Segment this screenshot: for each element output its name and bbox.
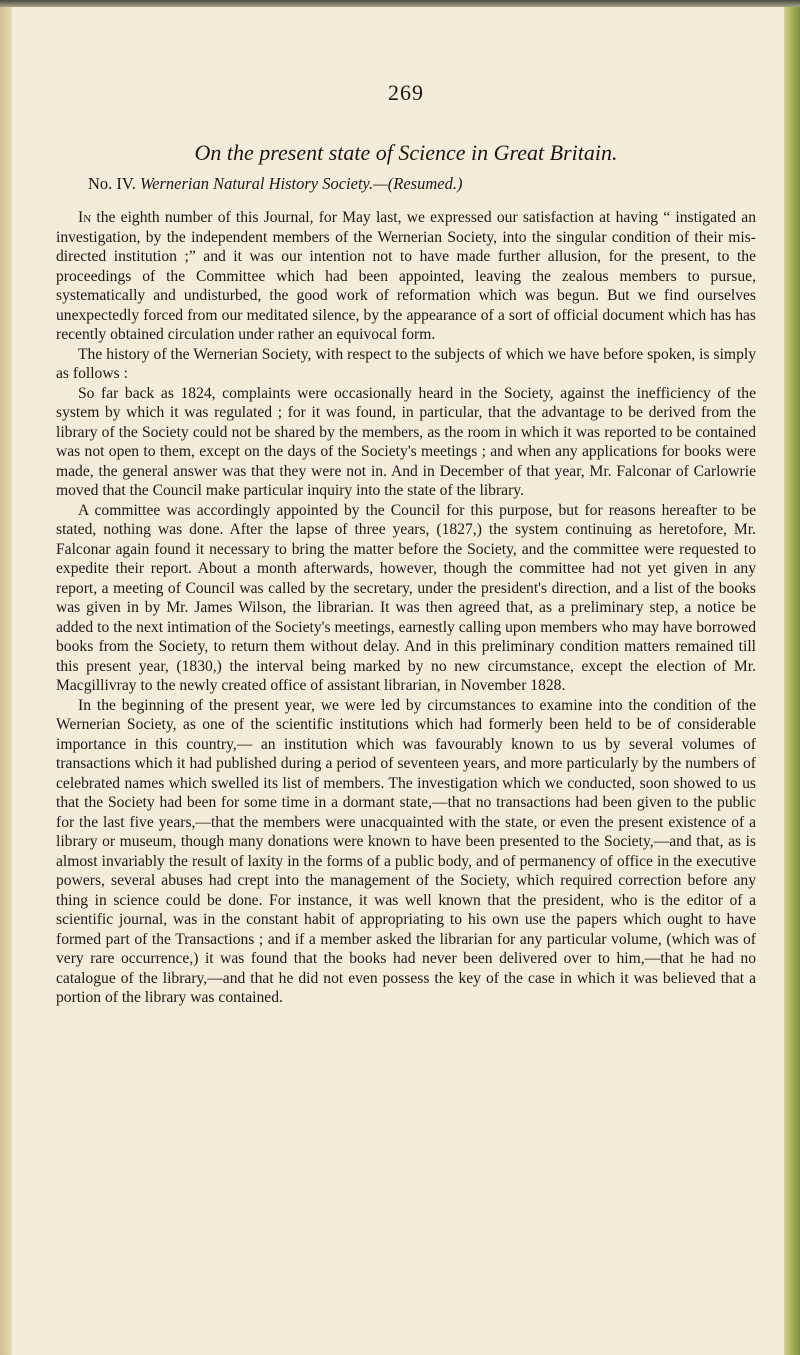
paragraph-text: In the beginning of the present year, we were led by circumstances to examine into the condition of the Wernerian Society, as one of the scientific institutions which had formerly been held to be of considerable importance in this country,— an institution which was favourably known to us by several volumes of transactions which it had published during a period of seventeen years, and more particularly by the numbers of celebrated names which swelled its list of members. The investigation which we conducted, soon showed to us that the Society had been for some time in a dormant state,—that no transactions had been given to the public for the last five years,—that the members were unacquainted with the state, or even the present existence of a library or museum, though many donations were known to have been presented to the Society,—and that, as is almost invariably the result of laxity in the forms of a public body, and of permanency of office in the executive powers, several abuses had crept into the management of the Society, which required correction before any thing in science could be done. For instance, it was well known that the president, who is the editor of a scientific journal, was in the constant habit of appropriating to his own use the papers which ought to have formed part of the Transactions ; and if a member asked the librarian for any particular volume, (which was of very rare occurrence,) it was found that the books had never been delivered over to him,—that he had no catalogue of the library,—and that he did not even possess the key of the case in which it was believed that a portion of the library was contained. [56,696,756,1006]
page-number: 269 [388,80,424,105]
paragraph [56,208,756,345]
paragraph-lead: In [78,209,92,226]
page-left-edge [0,0,12,1355]
paragraph-text: So far back as 1824, complaints were occasionally heard in the Society, against the inefficiency of the system by which it was regulated ; for it was found, in particular, that the advantage to be derived from the library of the Society could not be shared by the members, as the room in which it was reported to be contained was not open to them, except on the days of the Society's meetings ; and when any applications for books were made, the general answer was that they were not in. And in December of that year, Mr. Falconar of Carlowrie moved that the Council make particular inquiry into the state of the library. [56,384,756,499]
paragraph [56,384,756,501]
paragraph-text: The history of the Wernerian Society, with respect to the subjects of which we have before spoken, is simply as follows : [56,345,756,382]
article-body [56,208,756,1008]
document-page [56,80,756,1008]
subtitle-number: No. IV. [88,174,136,193]
paragraph [56,501,756,696]
paragraph-text: A committee was accordingly appointed by the Council for this purpose, but for reasons hereafter to be stated, nothing was done. After the lapse of three years, (1827,) the system continuing as heretofore, Mr. Falconar again found it necessary to bring the matter before the Society, and the committee were requested to expedite their report. About a month afterwards, however, though the committee had not yet given in any report, a meeting of Council was called by the secretary, under the president's direction, and a list of the books was given in by Mr. James Wilson, the librarian. It was then agreed that, as a preliminary step, a notice be added to the next intimation of the Society's meetings, earnestly calling upon members who may have borrowed books from the Society, to return them without delay. And in this preliminary condition matters remained till this present year, (1830,) the interval being marked by no new circumstance, except the election of Mr. Macgillivray to the newly created office of assistant librarian, in November 1828. [56,501,756,694]
article-subtitle [88,174,756,194]
page-right-edge [784,0,800,1355]
subtitle-resumed: —(Resumed.) [373,174,463,193]
article-title: On the present state of Science in Great Britain. [194,140,618,165]
paragraph [56,345,756,384]
paragraph [56,696,756,1008]
subtitle-society: Wernerian Natural History Society. [139,174,374,193]
page-top-rule [0,0,800,7]
paragraph-text: the eighth number of this Journal, for May last, we expressed our satisfaction at having “ instigated an investigation, by the independent members of the Wernerian Society, into the singular condition of their mis-directed institution ;” and it was our intention not to have made further allusion, for the present, to the proceedings of the Committee which had been appointed, leaving the zealous members to pursue, systematically and undisturbed, the good work of reformation which was begun. But we find ourselves unexpectedly forced from our meditated silence, by the appearance of a sort of official document which has has recently obtained circulation under rather an equivocal form. [56,209,756,343]
